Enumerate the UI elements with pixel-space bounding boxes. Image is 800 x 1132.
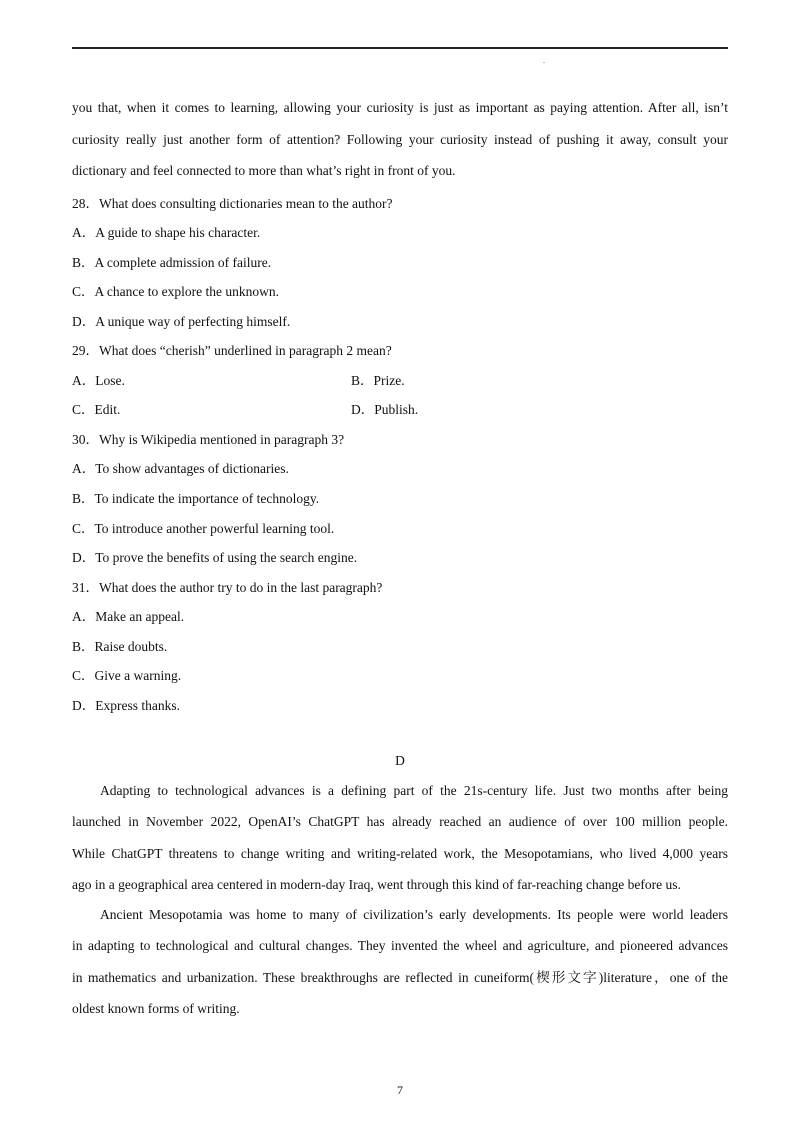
question-30-option-b: B．To indicate the importance of technology. [72,491,320,506]
paragraph-line: curiosity really just another form of attention? Following your curiosity instead of pushing it away, consult your [72,131,728,147]
paragraph-line: dictionary and feel connected to more than what’s right in front of you. [72,163,456,178]
question-30-option-d: D．To prove the benefits of using the search engine. [72,550,358,565]
paragraph-line: in mathematics and urbanization. These breakthroughs are reflected in cuneiform(楔形文字)literature，one of the [72,969,728,985]
section-d-paragraph-1 [72,775,728,900]
page-number: 7 [397,1083,403,1097]
question-28-option-d: D．A unique way of perfecting himself. [72,314,291,329]
question-28-option-b: B．A complete admission of failure. [72,255,272,270]
question-29-option-b: B．Prize. [351,373,405,388]
section-d-paragraph-2 [72,899,728,1024]
intro-paragraph [72,92,728,187]
question-31-option-a: A．Make an appeal. [72,609,185,624]
question-31-option-b: B．Raise doubts. [72,639,168,654]
section-heading: D [395,753,405,768]
question-28-stem: 28．What does consulting dictionaries mean to the author? [72,196,393,211]
question-31-option-d: D．Express thanks. [72,698,180,713]
question-28-option-c: C．A chance to explore the unknown. [72,284,279,299]
question-29-option-a: A．Lose. [72,373,125,388]
question-29-option-c: C．Edit. [72,402,121,417]
question-30-stem: 30．Why is Wikipedia mentioned in paragraph 3? [72,432,345,447]
paragraph-line: you that, when it comes to learning, allowing your curiosity is just as important as paying attention. After all, isn’t [72,100,728,115]
question-29-option-d: D．Publish. [351,402,419,417]
question-31-option-c: C．Give a warning. [72,668,182,683]
question-28-option-a: A．A guide to shape his character. [72,225,261,240]
question-31-stem: 31．What does the author try to do in the last paragraph? [72,580,383,595]
paragraph-line: Adapting to technological advances is a defining part of the 21s-century life. Just two months after being [100,783,728,798]
question-30-option-a: A．To show advantages of dictionaries. [72,461,289,476]
paragraph-line: oldest known forms of writing. [72,1000,240,1016]
header-mark: . [543,56,545,65]
paragraph-line: While ChatGPT threatens to change writing and writing-related work, the Mesopotamians, who lived 4,000 years [72,845,728,861]
question-30-option-c: C．To introduce another powerful learning tool. [72,521,335,536]
paragraph-line: Ancient Mesopotamia was home to many of civilization’s early developments. Its people were world leaders [100,907,728,922]
paragraph-line: launched in November 2022, OpenAI’s ChatGPT has already reached an audience of over 100 million people. [72,814,728,830]
header-rule [72,47,728,49]
paragraph-line: in adapting to technological and cultural changes. They invented the wheel and agriculture, and pioneered advances [72,938,728,954]
question-29-stem: 29．What does “cherish” underlined in paragraph 2 mean? [72,343,392,358]
paragraph-line: ago in a geographical area centered in modern-day Iraq, went through this kind of far-reaching change before us. [72,876,681,892]
